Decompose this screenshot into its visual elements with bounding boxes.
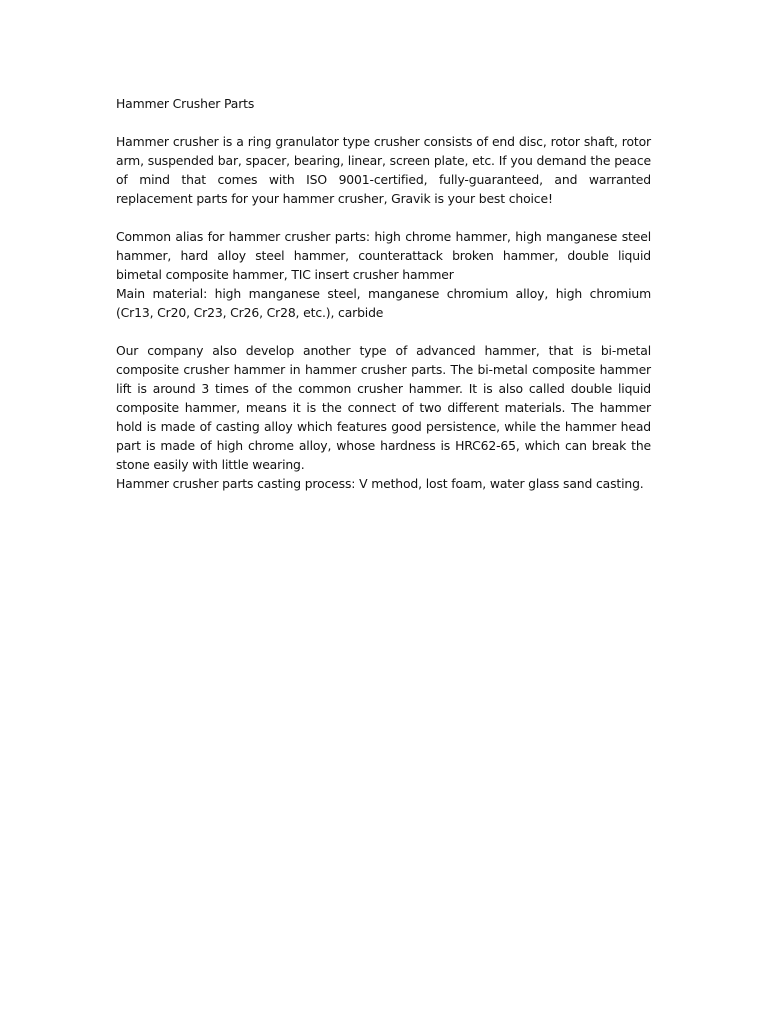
paragraph-main-material: Main material: high manganese steel, manganese chromium alloy, high chromium (Cr13, Cr20, Cr23, Cr26, Cr28, etc.), carbide <box>116 286 651 320</box>
paragraph-intro: Hammer crusher is a ring granulator type crusher consists of end disc, rotor shaft, rotor arm, suspended bar, spacer, bearing, linear, screen plate, etc. If you demand the peace of mind that comes with ISO 9001-certified, fully-guaranteed, and warranted replacement parts for your hammer crusher, Gravik is your best choice! <box>116 134 651 206</box>
document-title: Hammer Crusher Parts <box>116 96 255 111</box>
paragraph-spacer <box>116 208 651 227</box>
paragraph-bimetal-hammer: Our company also develop another type of advanced hammer, that is bi-metal composite crusher hammer in hammer crusher parts. The bi-metal composite hammer lift is around 3 times of the common crusher hammer. It is also called double liquid composite hammer, means it is the connect of two different materials. The hammer hold is made of casting alloy which features good persistence, while the hammer head part is made of high chrome alloy, whose hardness is HRC62-65, which can break the stone easily with little wearing. <box>116 343 651 472</box>
paragraph-casting-process: Hammer crusher parts casting process: V method, lost foam, water glass sand casting. <box>116 476 644 491</box>
paragraph-common-alias: Common alias for hammer crusher parts: high chrome hammer, high manganese steel hammer, hard alloy steel hammer, counterattack broken hammer, double liquid bimetal composite hammer, TIC insert crusher hammer <box>116 229 651 282</box>
paragraph-spacer <box>116 322 651 341</box>
document-body <box>116 94 651 493</box>
